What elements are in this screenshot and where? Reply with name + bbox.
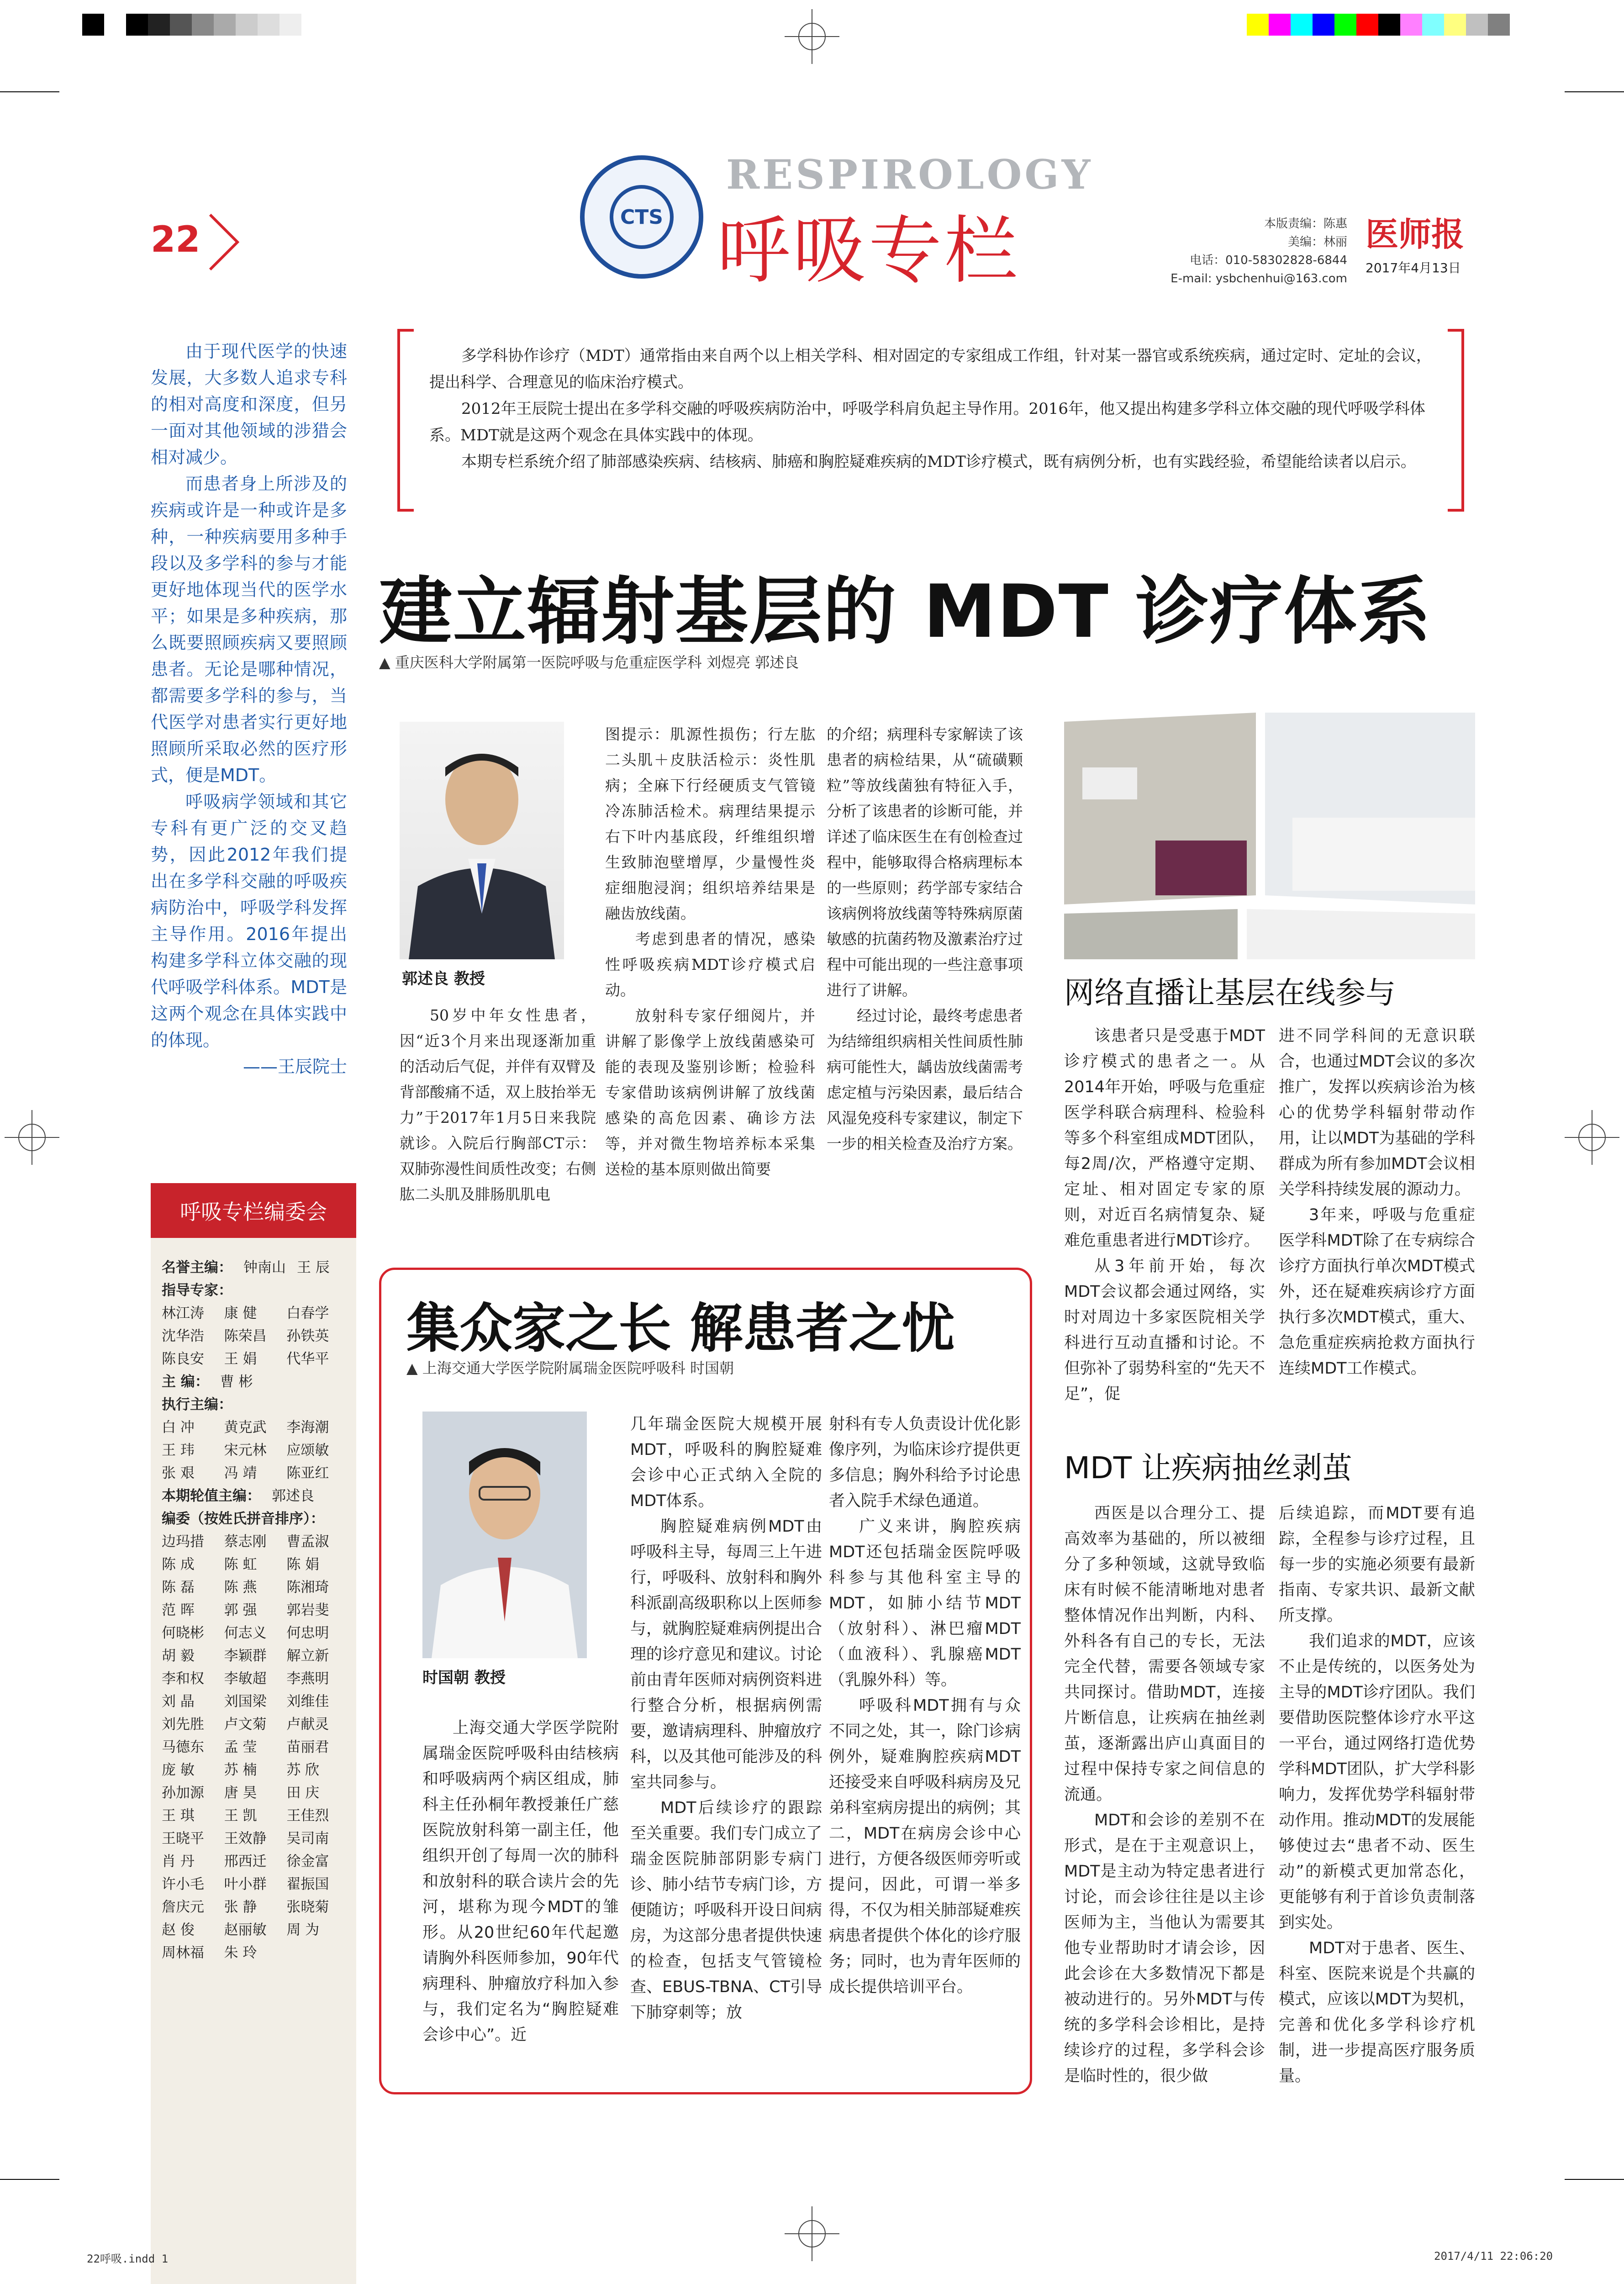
note-paragraph: 而患者身上所涉及的疾病或许是一种或许是多种，一种疾病要用多种手段以及多学科的参与才能更好地体现当代的医学水平；如果是多种疾病，那么既要照顾疾病又要照顾患者。无论是哪种情况，都需要多学科的参与，当代医学对患者实行更好地照顾所采取必然的医疗形式，便是MDT。	[151, 474, 347, 785]
crop-mark	[0, 91, 59, 92]
board-member-row	[162, 1919, 349, 1941]
paragraph: 从3年前开始，每次MDT会议都会通过网络，实时对周边十多家医院相关学科进行互动直播和讨论。不但弥补了弱势科室的“先天不足”，促	[1064, 1257, 1265, 1403]
board-member-name: 孟 莹	[224, 1739, 257, 1755]
board-member-row	[162, 1827, 349, 1850]
board-member-name: 李海潮	[286, 1419, 329, 1436]
paragraph: 胸腔疑难病例MDT由呼吸科主导，每周三上午进行，呼吸科、放射科和胸外科派副高级职称以上医师参与，就胸腔疑难病例提出合理的诊疗意见和建议。讨论前由青年医师对病例资料进行整合分析，根据病例需要，邀请病理科、肿瘤放疗科，以及其他可能涉及的科室共同参与。	[630, 1517, 823, 1792]
board-member-name: 范 晖	[162, 1602, 195, 1618]
article-column	[422, 1715, 619, 2048]
intro-text	[429, 343, 1434, 475]
note-paragraph: 由于现代医学的快速发展，大多数人追求专科的相对高度和深度，但另一面对其他领域的涉猎会相对减少。	[151, 341, 347, 467]
board-member-row	[162, 1759, 349, 1782]
board-member-name: 陈良安	[162, 1351, 204, 1367]
author-caption: 时国朝 教授	[422, 1669, 506, 1687]
board-member-name: 李敏超	[224, 1671, 267, 1687]
paragraph: 西医是以合理分工、提高效率为基础的，所以被细分了多种领域，这就导致临床有时候不能清晰地对患者整体情况作出判断，内科、外科各有自己的专长，无法完全代替，需要各领域专家共同探讨。借助MDT，连接片断信息，让疾病在抽丝剥茧，逐渐露出庐山真面目的过程中保持专家之间信息的流通。	[1064, 1504, 1265, 1804]
board-member-name: 苗丽君	[286, 1739, 329, 1755]
editor-info	[1133, 215, 1347, 288]
board-member-name: 林江涛	[162, 1305, 204, 1322]
board-role-label	[162, 1256, 349, 1279]
board-member-row	[162, 1325, 349, 1348]
chevron-right-icon	[206, 210, 242, 274]
meeting-photo-collage	[1064, 713, 1475, 959]
board-member-row	[162, 1873, 349, 1896]
board-member-row	[162, 1713, 349, 1736]
board-member-name: 沈华浩	[162, 1328, 204, 1344]
board-title: 呼吸专栏编委会	[151, 1183, 356, 1238]
editor-line: 电话：010-58302828-6844	[1190, 254, 1347, 267]
intro-bracket-right	[1448, 329, 1464, 512]
board-member-name: 康 健	[224, 1305, 257, 1322]
author-photo	[400, 722, 564, 959]
crop-mark	[0, 2179, 59, 2180]
board-member-name: 马德东	[162, 1739, 204, 1755]
board-member-name: 邢西迁	[224, 1853, 267, 1870]
board-member-name: 周林福	[162, 1945, 204, 1961]
logo-emblem: CTS	[610, 185, 674, 249]
file-slug: 22呼吸.indd 1	[87, 2252, 169, 2265]
board-member-name: 刘 晶	[162, 1693, 195, 1710]
board-member-name: 赵 俊	[162, 1922, 195, 1938]
board-member-row	[162, 1439, 349, 1462]
board-member-name: 陈 虹	[224, 1556, 257, 1573]
board-member-row	[162, 1667, 349, 1690]
board-member-name: 肖 丹	[162, 1853, 195, 1870]
board-role-label: 编委（按姓氏拼音排序）：	[162, 1511, 325, 1527]
board-member-row	[162, 1576, 349, 1599]
paragraph: 经过讨论，最终考虑患者为结缔组织病相关性间质性肺病可能性大，龋齿放线菌需考虑定植与污染因素，最后结合风湿免疫科专家建议，制定下一步的相关检查及治疗方案。	[827, 1007, 1023, 1153]
crosshair-left	[5, 1110, 59, 1165]
board-member-name: 何忠明	[286, 1625, 329, 1641]
board-member-name: 王 辰	[297, 1259, 330, 1276]
board-member-name: 宋元林	[224, 1442, 267, 1459]
board-member-name: 王 琪	[162, 1808, 195, 1824]
board-member-name: 张晓菊	[286, 1899, 329, 1915]
article-column	[1064, 1023, 1265, 1407]
paragraph: 图提示：肌源性损伤；行左肱二头肌＋皮肤活检示：炎性肌病；全麻下行经硬质支气管镜冷冻肺活检术。病理结果提示右下叶内基底段，纤维组织增生致肺泡壁增厚，少量慢性炎症细胞浸润；组织培养结果是融齿放线菌。	[605, 725, 815, 922]
board-member-name: 陈荣昌	[224, 1328, 267, 1344]
board-member-name: 王佳烈	[286, 1808, 329, 1824]
board-member-name: 应颂敏	[286, 1442, 329, 1459]
board-member-name: 李颖群	[224, 1648, 267, 1664]
section-title-cn: 呼吸专栏	[717, 208, 1021, 293]
board-member-name: 李燕明	[286, 1671, 329, 1687]
newspaper-masthead: 医师报	[1366, 215, 1465, 254]
board-member-name: 钟南山	[243, 1259, 286, 1276]
registration-bar-left	[82, 14, 301, 36]
board-member-name: 徐金富	[286, 1853, 329, 1870]
author-caption: 郭述良 教授	[402, 970, 485, 988]
color-bar-right	[1247, 14, 1510, 36]
board-member-row	[162, 1896, 349, 1919]
board-member-name: 王 娟	[224, 1351, 257, 1367]
paragraph: 几年瑞金医院大规模开展MDT，呼吸科的胸腔疑难会诊中心正式纳入全院的MDT体系。	[630, 1415, 822, 1510]
board-member-name: 王效静	[224, 1830, 267, 1847]
board-member-name: 蔡志刚	[224, 1533, 267, 1550]
paragraph: 50岁中年女性患者，因“近3个月来出现逐渐加重的活动后气促，并伴有双臂及背部酸痛不适，双上肢抬举无力”于2017年1月5日来我院就诊。入院后行胸部CT示：双肺弥漫性间质性改变；右侧肱二头肌及腓肠肌肌电	[400, 1006, 596, 1203]
board-member-name: 卢文菊	[224, 1716, 267, 1733]
intro-paragraph: 2012年王辰院士提出在多学科交融的呼吸疾病防治中，呼吸学科肩负起主导作用。2016年，他又提出构建多学科立体交融的现代呼吸学科体系。MDT就是这两个观念在具体实践中的体现。	[429, 400, 1426, 444]
paragraph: 3年来，呼吸与危重症医学科MDT除了在专病综合诊疗方面执行单次MDT模式外，还在疑难疾病诊疗方面执行多次MDT模式，重大、急危重症疾病抢救方面执行连续MDT工作模式。	[1279, 1206, 1475, 1378]
paragraph: MDT和会诊的差别不在形式，是在于主观意识上，MDT是主动为特定患者进行讨论，而会诊往往是以主诊医师为主，当他认为需要其他专业帮助时才请会诊，因此会诊在大多数情况下都是被动进行的。另外MDT与传统的多学科会诊相比，是持续诊疗的过程，多学科会诊是临时性的，很少做	[1064, 1811, 1265, 2085]
paragraph: 后续追踪，而MDT要有追踪，全程参与诊疗过程，且每一步的实施必须要有最新指南、专家共识、最新文献所支撑。	[1279, 1504, 1475, 1625]
article2-headline: 集众家之长 解患者之忧	[406, 1298, 955, 1359]
paragraph: MDT对于患者、医生、科室、医院来说是个共赢的模式，应该以MDT为契机，完善和优化多学科诊疗机制，进一步提高医疗服务质量。	[1279, 1939, 1475, 2085]
board-member-name: 张 艰	[162, 1465, 195, 1481]
board-member-name: 冯 靖	[224, 1465, 257, 1481]
board-member-name: 李和权	[162, 1671, 204, 1687]
board-member-name: 黄克武	[224, 1419, 267, 1436]
board-role-label: 指导专家：	[162, 1282, 232, 1299]
board-member-name: 刘先胜	[162, 1716, 204, 1733]
society-logo	[580, 155, 703, 279]
paragraph: 呼吸科MDT拥有与众不同之处，其一，除门诊病例外，疑难胸腔疾病MDT还接受来自呼吸科病房及兄弟科室病房提出的病例；其二，MDT在病房会诊中心进行，方便各级医师旁听或提问，因此，可谓一举多得，不仅为相关肺部疑难疾病患者提供个体化的诊疗服务；同时，也为青年医师的成长提供培训平台。	[829, 1697, 1021, 1996]
board-member-name: 曹 彬	[220, 1374, 253, 1390]
intro-bracket-left	[397, 329, 414, 512]
article1-byline: ▲ 重庆医科大学附属第一医院呼吸与危重症医学科 刘煜亮 郭述良	[379, 654, 799, 671]
issue-date: 2017年4月13日	[1366, 260, 1461, 275]
article2-byline: ▲ 上海交通大学医学院附属瑞金医院呼吸科 时国朝	[406, 1359, 734, 1377]
article-column	[827, 722, 1023, 1157]
board-member-row	[162, 1348, 349, 1370]
board-member-name: 詹庆元	[162, 1899, 204, 1915]
board-member-name: 陈 燕	[224, 1579, 257, 1596]
board-member-row	[162, 1850, 349, 1873]
board-role-text: 主 编：	[162, 1374, 209, 1390]
board-member-row	[162, 1644, 349, 1667]
editor-line: 美编：林丽	[1287, 235, 1347, 249]
board-member-name: 许小毛	[162, 1876, 204, 1893]
board-member-row	[162, 1690, 349, 1713]
print-timestamp: 2017/4/11 22:06:20	[1434, 2250, 1553, 2263]
crop-mark	[1565, 2179, 1624, 2180]
article-column	[605, 722, 815, 1182]
board-member-name: 唐 昊	[224, 1785, 257, 1801]
board-member-row	[162, 1622, 349, 1644]
board-member-name: 苏 楠	[224, 1762, 257, 1778]
board-member-row	[162, 1416, 349, 1439]
board-member-name: 卢献灵	[286, 1716, 329, 1733]
article-column	[1064, 1501, 1265, 2089]
board-member-name: 刘维佳	[286, 1693, 329, 1710]
board-member-name: 孙铁英	[286, 1328, 329, 1344]
board-member-name: 郭岩斐	[286, 1602, 329, 1618]
board-member-name	[286, 1941, 349, 1964]
board-role-text: 名誉主编：	[162, 1259, 232, 1276]
board-member-name: 刘国梁	[224, 1693, 267, 1710]
article-column	[630, 1412, 822, 2025]
section-title-en: RESPIROLOGY	[726, 151, 1093, 198]
board-member-name: 边玛措	[162, 1533, 204, 1550]
crop-mark	[1565, 91, 1624, 92]
board-member-row	[162, 1553, 349, 1576]
editor-line: E-mail: ysbchenhui@163.com	[1171, 272, 1347, 286]
crosshair-bottom	[785, 2206, 839, 2261]
board-member-name: 代华平	[286, 1351, 329, 1367]
paragraph: 考虑到患者的情况，感染性呼吸疾病MDT诊疗模式启动。	[605, 930, 815, 999]
paragraph: MDT后续诊疗的跟踪至关重要。我们专门成立了瑞金医院肺部阴影专病门诊、肺小结节专病门诊，方便随访；呼吸科开设日间病房，为这部分患者提供快速的检查，包括支气管镜检 查、EBUS-TBNA、CT引导下肺穿刺等；放	[630, 1799, 823, 2022]
board-member-row	[162, 1804, 349, 1827]
intro-paragraph: 多学科协作诊疗（MDT）通常指由来自两个以上相关学科、相对固定的专家组成工作组，针对某一器官或系统疾病，通过定时、定址的会议，提出科学、合理意见的临床治疗模式。	[429, 347, 1432, 391]
crosshair-right	[1565, 1110, 1619, 1165]
paragraph: 进不同学科间的无意识联合，也通过MDT会议的多次推广，发挥以疾病诊治为核心的优势学科辐射带动作用，让以MDT为基础的学科群成为所有参加MDT会议相关学科持续发展的源动力。	[1279, 1027, 1475, 1199]
board-member-name: 白春学	[286, 1305, 329, 1322]
board-member-name: 朱 玲	[224, 1945, 257, 1961]
board-member-row	[162, 1941, 349, 1964]
board-member-row	[162, 1599, 349, 1622]
board-member-name: 陈 成	[162, 1556, 195, 1573]
note-paragraph: 呼吸病学领域和其它专科有更广泛的交叉趋势，因此2012年我们提出在多学科交融的呼吸疾病防治中，呼吸学科发挥主导作用。2016年提出构建多学科立体交融的现代呼吸学科体系。MDT是这两个观念在具体实践中的体现。	[151, 792, 347, 1050]
paragraph: 放射科专家仔细阅片，并讲解了影像学上放线菌感染可能的表现及鉴别诊断；检验科专家借助该病例讲解了放线菌感染的高危因素、确诊方法等，并对微生物培养标本采集送检的基本原则做出简要	[605, 1007, 815, 1178]
board-member-name: 王 凯	[224, 1808, 257, 1824]
board-member-name: 曹孟淑	[286, 1533, 329, 1550]
board-role-label	[162, 1370, 349, 1393]
board-member-row	[162, 1736, 349, 1759]
board-member-row	[162, 1530, 349, 1553]
board-member-name: 王 玮	[162, 1442, 195, 1459]
paragraph: 我们追求的MDT，应该不止是传统的，以医务处为主导的MDT诊疗团队。我们要借助医院整体诊疗水平这一平台，通过网络打造优势学科MDT团队，扩大学科影响力，发挥优势学科辐射带动作用。推动MDT的发展能够使过去“患者不动、医生动”的新模式更加常态化，更能够有利于首诊负责制落到实处。	[1279, 1632, 1475, 1932]
editorial-board	[151, 1183, 356, 2284]
article-column	[1279, 1023, 1475, 1381]
board-member-name: 苏 欣	[286, 1762, 320, 1778]
article-column	[400, 1003, 596, 1207]
article-column	[1279, 1501, 1475, 2089]
board-member-name: 王晓平	[162, 1830, 204, 1847]
board-member-name: 白 冲	[162, 1419, 195, 1436]
board-member-name: 田 庆	[286, 1785, 320, 1801]
board-member-name: 孙加源	[162, 1785, 204, 1801]
board-member-name: 郭述良	[272, 1488, 314, 1504]
board-member-name: 何志义	[224, 1625, 267, 1641]
board-member-row	[162, 1782, 349, 1804]
board-member-name: 陈 娟	[286, 1556, 320, 1573]
note-signature: ——王辰院士	[243, 1057, 347, 1077]
paragraph: 的介绍；病理科专家解读了该患者的病检结果，从“硫磺颗粒”等放线菌独有特征入手，分析了该患者的诊断可能，并详述了临床医生在有创检查过程中，能够取得合格病理标本的一些原则；药学部专家结合该病例将放线菌等特殊病原菌敏感的抗菌药物及激素治疗过程中可能出现的一些注意事项进行了讲解。	[827, 725, 1023, 999]
board-member-name: 周 为	[286, 1922, 320, 1938]
board-member-name: 胡 毅	[162, 1648, 195, 1664]
intro-paragraph: 本期专栏系统介绍了肺部感染疾病、结核病、肺癌和胸腔疑难疾病的MDT诊疗模式，既有病例分析，也有实践经验，希望能给读者以启示。	[461, 453, 1416, 471]
board-role-label: 执行主编：	[162, 1396, 232, 1413]
author-photo	[422, 1412, 587, 1658]
paragraph: 射科有专人负责设计优化影像序列，为临床诊疗提供更多信息；胸外科给予讨论患者入院手术绿色通道。	[829, 1415, 1021, 1510]
article-column	[829, 1412, 1021, 2000]
article1-subheading: MDT 让疾病抽丝剥茧	[1064, 1450, 1353, 1486]
board-member-name: 陈湘琦	[286, 1579, 329, 1596]
paragraph: 上海交通大学医学院附属瑞金医院呼吸科由结核病和呼吸病两个病区组成，肺科主任孙桐年教授兼任广慈医院放射科第一副主任，他组织开创了每周一次的肺科和放射科的联合读片会的先河，堪称为现今MDT的雏形。从20世纪60年代起邀请胸外科医师参加，90年代病理科、肿瘤放疗科加入参与，我们定名为“胸腔疑难会诊中心”。近	[422, 1719, 619, 2044]
board-member-row	[162, 1462, 349, 1485]
article1-headline: 建立辐射基层的 MDT 诊疗体系	[379, 569, 1432, 654]
article1-subheading: 网络直播让基层在线参与	[1064, 975, 1396, 1010]
board-member-name: 陈 磊	[162, 1579, 195, 1596]
board-member-name: 陈亚红	[286, 1465, 329, 1481]
paragraph: 该患者只是受惠于MDT诊疗模式的患者之一。从2014年开始，呼吸与危重症医学科联合病理科、检验科等多个科室组成MDT团队，每2周/次，严格遵守定期、定址、相对固定专家的原则，对近百名病情复杂、疑难危重患者进行MDT诊疗。	[1064, 1027, 1265, 1250]
board-member-name: 叶小群	[224, 1876, 267, 1893]
board-list	[162, 1256, 349, 1964]
board-member-name: 郭 强	[224, 1602, 257, 1618]
editor-line: 本版责编：陈惠	[1264, 217, 1347, 231]
board-member-name: 张 静	[224, 1899, 257, 1915]
board-member-name: 庞 敏	[162, 1762, 195, 1778]
board-member-name: 赵丽敏	[224, 1922, 267, 1938]
board-role-label	[162, 1485, 349, 1507]
paragraph: 广义来讲，胸腔疾病MDT还包括瑞金医院呼吸科参与其他科室主导的MDT，如肺小结节MDT（放射科）、淋巴瘤MDT（血液科）、乳腺癌MDT（乳腺外科）等。	[829, 1517, 1021, 1689]
board-member-name: 解立新	[286, 1648, 329, 1664]
crosshair-top	[785, 9, 839, 64]
editorial-note	[151, 338, 347, 1080]
page-number: 22	[151, 219, 200, 260]
board-role-text: 本期轮值主编：	[162, 1488, 261, 1504]
board-member-row	[162, 1302, 349, 1325]
board-member-name: 吴司南	[286, 1830, 329, 1847]
board-member-name: 翟振国	[286, 1876, 329, 1893]
board-member-name: 何晓彬	[162, 1625, 204, 1641]
